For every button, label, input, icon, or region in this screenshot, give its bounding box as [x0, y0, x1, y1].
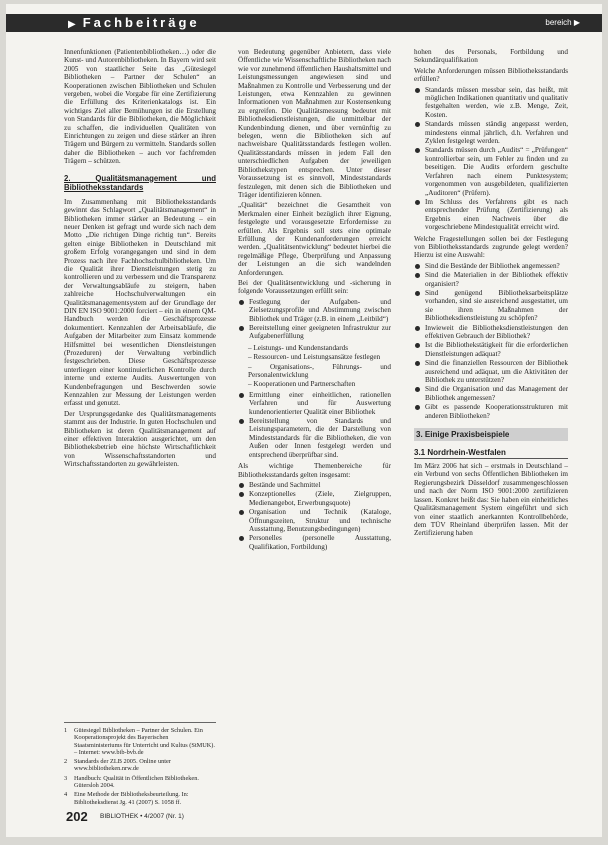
- bullet-icon: [239, 300, 244, 305]
- list-item-text: Sind genügend Bibliotheksarbeitsplätze vorhanden, sind sie ausreichend ausgestattet, um sie ihren Maßnahmen der Bibliotheksdienstleistung zu schöpfen?: [425, 288, 568, 323]
- bullet-list: [414, 86, 568, 232]
- paragraph: hohen des Personals, Fortbildung und Sekundärqualifikation: [414, 48, 568, 65]
- footnote: [64, 727, 216, 756]
- bullet-icon: [415, 88, 420, 93]
- list-item-text: Standards müssen durch „Audits“ = „Prüfungen“ kontrollierbar sein, um Fehler zu finden und zu beseitigen. Die Audits erfordern geschulte Verfahren nach einem Punktesystem; vorgenommen von ausgebildeten, qualifizierten „Auditoren“ (Prüfern).: [425, 146, 568, 197]
- bullet-list: [238, 391, 391, 459]
- list-item-text: Sind die Materialien in der Bibliothek effektiv organisiert?: [425, 271, 568, 288]
- list-item-text: Sind die Organisation und das Management der Bibliothek angemessen?: [425, 385, 568, 402]
- list-item-text: Bestände und Sachmittel: [249, 480, 321, 489]
- bullet-icon: [415, 326, 420, 331]
- list-item: [238, 298, 391, 323]
- bullet-icon: [239, 419, 244, 424]
- bullet-icon: [415, 264, 420, 269]
- section-heading-qm: 2. Qualitätsmanagement und Bibliotheksstandards: [64, 173, 216, 192]
- text-column-3: [414, 48, 568, 540]
- magazine-page: [6, 4, 602, 837]
- triangle-marker-icon: ▶: [68, 19, 79, 30]
- list-item: [238, 391, 391, 416]
- list-item: [238, 534, 391, 551]
- list-item: [414, 289, 568, 323]
- bullet-icon: [239, 326, 244, 331]
- section-heading-practice: 3. Einige Praxisbeispiele: [414, 428, 568, 441]
- footnotes: [64, 722, 216, 808]
- section-header-bar: [6, 14, 602, 32]
- bullet-icon: [415, 343, 420, 348]
- bullet-icon: [415, 148, 420, 153]
- bullet-icon: [239, 483, 244, 488]
- list-item-text: Sind die finanziellen Ressourcen der Bibliothek ausreichend und adäquat, um die Aktivitäten der Bibliothek zu unterstützen?: [425, 359, 568, 385]
- list-item: [238, 324, 391, 341]
- list-item-text: Inwieweit die Bibliotheksdienstleistungen den effektiven Gebrauch der Bibliothek?: [425, 323, 568, 340]
- footnote-text: Handbuch: Qualität in Öffentlichen Bibliotheken. Gütersloh 2004.: [74, 774, 199, 790]
- paragraph: Bei der Qualitätsentwicklung und -sicherung in folgende Voraussetzungen erfüllt sein:: [238, 278, 391, 296]
- paragraph: Im Zusammenhang mit Bibliotheksstandards gewinnt das Schlagwort „Qualitätsmanagement“ in Bibliotheken immer stärker an Bedeutung – ein neuer Denken ist gefragt und wurde sich nach dem Motto „Die richtigen Dinge richtig tun“. Bereits gelten einige Bibliotheken in Deutschland mit großem Erfolg vorangegangen und sind in dem Prozess nach ihre Fachhochschulbibliotheken. Um die Qualität ihrer Dienstleistungen stetig zu kontrollieren und zu verbessern und die Transparenz der Verwaltungsabläufe zu steigern, haben zahlreiche Hochschulverwaltungen ein Qualitätsmanagementsystem auf der Grundlage der DIN EN ISO 9001:2000 forciert – ein in einem QM-Handbuch werden die Geschäftsprozesse dokumentiert. Kennzahlen der Arbeitsabläufe, die Aufgaben der Mitarbeiter zum Einsatz kommende Hilfsmittel bei wesentlichen Dienstleistungen (Prozeduren) der Verwaltung verbindlich festgeschrieben. Diese Geschäftsprozesse unterliegen einer kontinuierlichen Kontrolle durch interne und externe Audits. Auswertungen von Kundenbefragungen und Beschwerden sowie Kennzahlen zur Messung der Leistungen werden erfasst und genutzt.: [64, 197, 216, 408]
- paragraph: Als wichtige Themenbereiche für Bibliotheksstandards gelten insgesamt:: [238, 462, 391, 479]
- bullet-icon: [239, 536, 244, 541]
- list-item: [414, 359, 568, 384]
- list-item: [414, 324, 568, 341]
- paragraph: Welche Fragestellungen sollen bei der Festlegung von Bibliotheksstandards zugrunde gelegt werden? Hierzu ist eine Auswahl:: [414, 234, 568, 260]
- footnote-number: 1: [64, 727, 68, 734]
- list-item: [414, 271, 568, 288]
- list-item-text: Standards müssen messbar sein, das heißt, mit möglichen Indikationen quantitativ und qualitativ festgehalten werden, wie z.B. Menge, Zeit, Kosten.: [425, 85, 568, 119]
- page-number: 202: [66, 809, 88, 824]
- list-item: [414, 198, 568, 232]
- bullet-icon: [415, 361, 420, 366]
- list-item: [238, 481, 391, 489]
- list-item-text: Bereitstellung von Standards und Leistungsparametern, die der Darstellung von Mindeststandards für die Bibliotheken, die von Außen oder Innen festgelegt werden und entsprechend überprüfbar sind.: [249, 417, 391, 459]
- paragraph: Im März 2006 hat sich – erstmals in Deutschland – ein Verbund von sechs Öffentlichen Bibliotheken im Regierungsbezirk Düsseldorf zusammengeschlossen und nach der Norm ISO 9001:2000 zertifizieren lassen. Konkret heißt das: Sie haben ein einheitliches Qualitätsmanagement System eingeführt und sich von einer staatlich anerkannten Kontrollbehörde, dem TÜV Rheinland überprüfen lassen. Mit der Zertifizierung haben: [414, 462, 568, 538]
- publication-info: BIBLIOTHEK • 4/2007 (Nr. 1): [100, 813, 184, 820]
- text-column-1: [64, 48, 216, 471]
- list-item-text: Personelles (personelle Ausstattung, Qualifikation, Fortbildung): [249, 534, 391, 551]
- list-item-text: Konzeptionelles (Ziele, Zielgruppen, Medienangebot, Erwerbungsquote): [249, 490, 391, 507]
- list-item: [238, 417, 391, 459]
- list-item-text: Festlegung der Aufgaben- und Zielsetzungsprofile und Abstimmung zwischen Bibliothek und Träger (z.B. in einem „Leitbild“): [249, 297, 391, 323]
- bullet-icon: [415, 273, 420, 278]
- list-item: – Leistungs- und Kundenstandards: [248, 343, 349, 352]
- footnote-number: 4: [64, 791, 68, 799]
- bullet-icon: [239, 492, 244, 497]
- footnote-text: Standards der ZLB 2005. Online unter www.bibliotheken.nrw.de: [74, 758, 171, 773]
- list-item-text: Standards müssen ständig angepasst werden, mindestens einmal jährlich, d.h. Verfahren und Zyklen festgelegt werden.: [425, 120, 568, 146]
- list-item: – Organisations-, Führungs- und Personalentwicklung: [248, 362, 391, 380]
- list-item: [414, 86, 568, 120]
- bullet-icon: [239, 393, 244, 398]
- list-item: [414, 262, 568, 270]
- page-footer: [66, 809, 266, 823]
- footnote-text: Gütesiegel Bibliotheken – Partner der Schulen. Ein Kooperationsprojekt des Bayerischen Staatsministeriums für Unterricht und Kultus (StMUK). – Internet: www.bib-bvb.de: [74, 727, 215, 756]
- paragraph: „Qualität“ bezeichnet die Gesamtheit von Merkmalen einer Einheit bezüglich ihrer Eignung, festgelegte und vorausgesetzte Erfordernisse zu erfüllen. Als Ergebnis soll stets eine optimale Erfüllung der Kundenanforderungen erreicht werden. „Qualitätsentwicklung“ bedeutet hierbei die regelmäßige Pflege, Überprüfung und Anpassung der Leistungen an die sich wandelnden Anforderungen.: [238, 201, 391, 277]
- list-item-text: Ist die Bibliothekstätigkeit für die erforderlichen Dienstleistungen adäquat?: [425, 341, 568, 358]
- list-item-text: Gibt es passende Kooperationsstrukturen mit anderen Bibliotheken?: [425, 403, 568, 420]
- footnote-text: Eine Methode der Bibliotheksbeurteilung. In: Bibliotheksdienst Jg. 41 (2007) S. 1058 ff.: [74, 791, 189, 806]
- list-item: [414, 341, 568, 358]
- paragraph: von Bedeutung gegenüber Anbietern, dass viele Öffentliche wie Wissenschaftliche Bibliotheken nach wie vor zunehmend öffentlichen Haushaltsmittel und Leistungsmessungen angewiesen sind und Maßnahmen zu Kontrolle und Verbesserung und der Leistungen, etwa Kennzahlen zu gewinnen Informationen von Maßnahmen zur Kostensenkung zu ergreifen. Die Qualitätsmessung bedeutet mit Bibliotheksdienstleistungen, die unmittelbar der Kundenbindung dienen, und über vernünftig zu belegen, wenn die Bibliotheken sich auf nachweisbare Qualitätsstandards festlegen wollen. Qualitätsstandards müssen in jedem Fall den unterschiedlichen Aufgaben der jeweiligen Bibliothekstypen entsprechen. Unter dieser Voraussetzung ist es sinnvoll, Mindeststandards festzulegen, mit denen sich die Bibliotheken und Träger identifizieren können.: [238, 48, 391, 199]
- bullet-icon: [415, 200, 420, 205]
- section-title: [68, 15, 200, 30]
- bullet-icon: [415, 291, 420, 296]
- bullet-list: [238, 298, 391, 341]
- header-right-label: bereich ▶: [545, 18, 580, 27]
- list-item: [414, 146, 568, 196]
- section-title-text: Fachbeiträge: [82, 15, 200, 30]
- list-item: – Ressourcen- und Leistungsansätze festlegen: [248, 353, 381, 362]
- subsection-heading-nrw: 3.1 Nordrhein-Westfalen: [414, 447, 568, 459]
- bullet-icon: [415, 405, 420, 410]
- list-item: – Kooperationen und Partnerschaften: [248, 380, 356, 389]
- list-item-text: Bereitstellung einer geeigneten Infrastruktur zur Aufgabenerfüllung: [249, 324, 391, 341]
- list-item: [238, 508, 391, 533]
- list-item: [414, 403, 568, 420]
- list-item-text: Sind die Bestände der Bibliothek angemessen?: [425, 261, 560, 270]
- footnote: [64, 758, 216, 773]
- list-item: [414, 120, 568, 145]
- paragraph: Welche Anforderungen müssen Bibliotheksstandards erfüllen?: [414, 66, 568, 84]
- paragraph: Der Ursprungsgedanke des Qualitätsmanagements stammt aus der Industrie. In guten Hochschulen und Bibliotheken ist deren Qualitätsmanagement auf einer effektiven Interaktion ausgerichtet, um den Bibliotheksbetrieb eine höchste Wirtschaftlichkeit von Wissenschaftsstandorten und Wirtschaftsstandorten zu gewährleisten.: [64, 409, 216, 469]
- list-item: [238, 490, 391, 507]
- dash-list: [248, 344, 391, 389]
- list-item-text: Im Schluss des Verfahrens gibt es nach entsprechender Prüfung (Zertifizierung) als Ergebnis einen Nachweis über die vorgeschriebene Mindestqualität erreicht wird.: [425, 197, 568, 232]
- list-item: [414, 385, 568, 402]
- list-item-text: Organisation und Technik (Kataloge, Öffnungszeiten, Struktur und technische Ausstattung, Benutzungsbedingungen): [249, 508, 391, 533]
- footnote: [64, 775, 216, 790]
- footnote-number: 3: [64, 774, 68, 782]
- footnote-number: 2: [64, 758, 68, 766]
- bullet-list: [238, 481, 391, 551]
- bullet-icon: [415, 122, 420, 127]
- text-column-2: [238, 48, 391, 554]
- bullet-icon: [415, 387, 420, 392]
- bullet-list: [414, 262, 568, 420]
- footnote: [64, 791, 216, 806]
- paragraph: Innenfunktionen (Patientenbibliotheken…) oder die Kunst- und Autorenbibliotheken. In Bayern wird seit 2005 von staatlicher Seite das „Gütesiegel Bibliotheken – Partner der Schulen“ an Kooperationen zwischen Bibliotheken und Schulen vergeben, wobei die Vorgabe für eine Zertifizierung die Erfüllung des Kriterienkatalogs ist. Ein wichtiges Ziel aller Bemühungen ist die Erstellung von Standards für die Bibliotheken, die Möglichkeit zu schaffen, die individuellen Qualitäten von Einrichtungen zu zeigen und diese stärker an ihren Trägern und Bürgern zu vermitteln. Standards sollen daher die Bibliotheken – auch vor fachfremden Trägern – schützen.: [64, 48, 216, 166]
- bullet-icon: [239, 510, 244, 515]
- list-item-text: Ermittlung einer einheitlichen, rationellen Verfahren und für Auswertung kundenorientierter Qualität einer Bibliothek: [249, 390, 391, 416]
